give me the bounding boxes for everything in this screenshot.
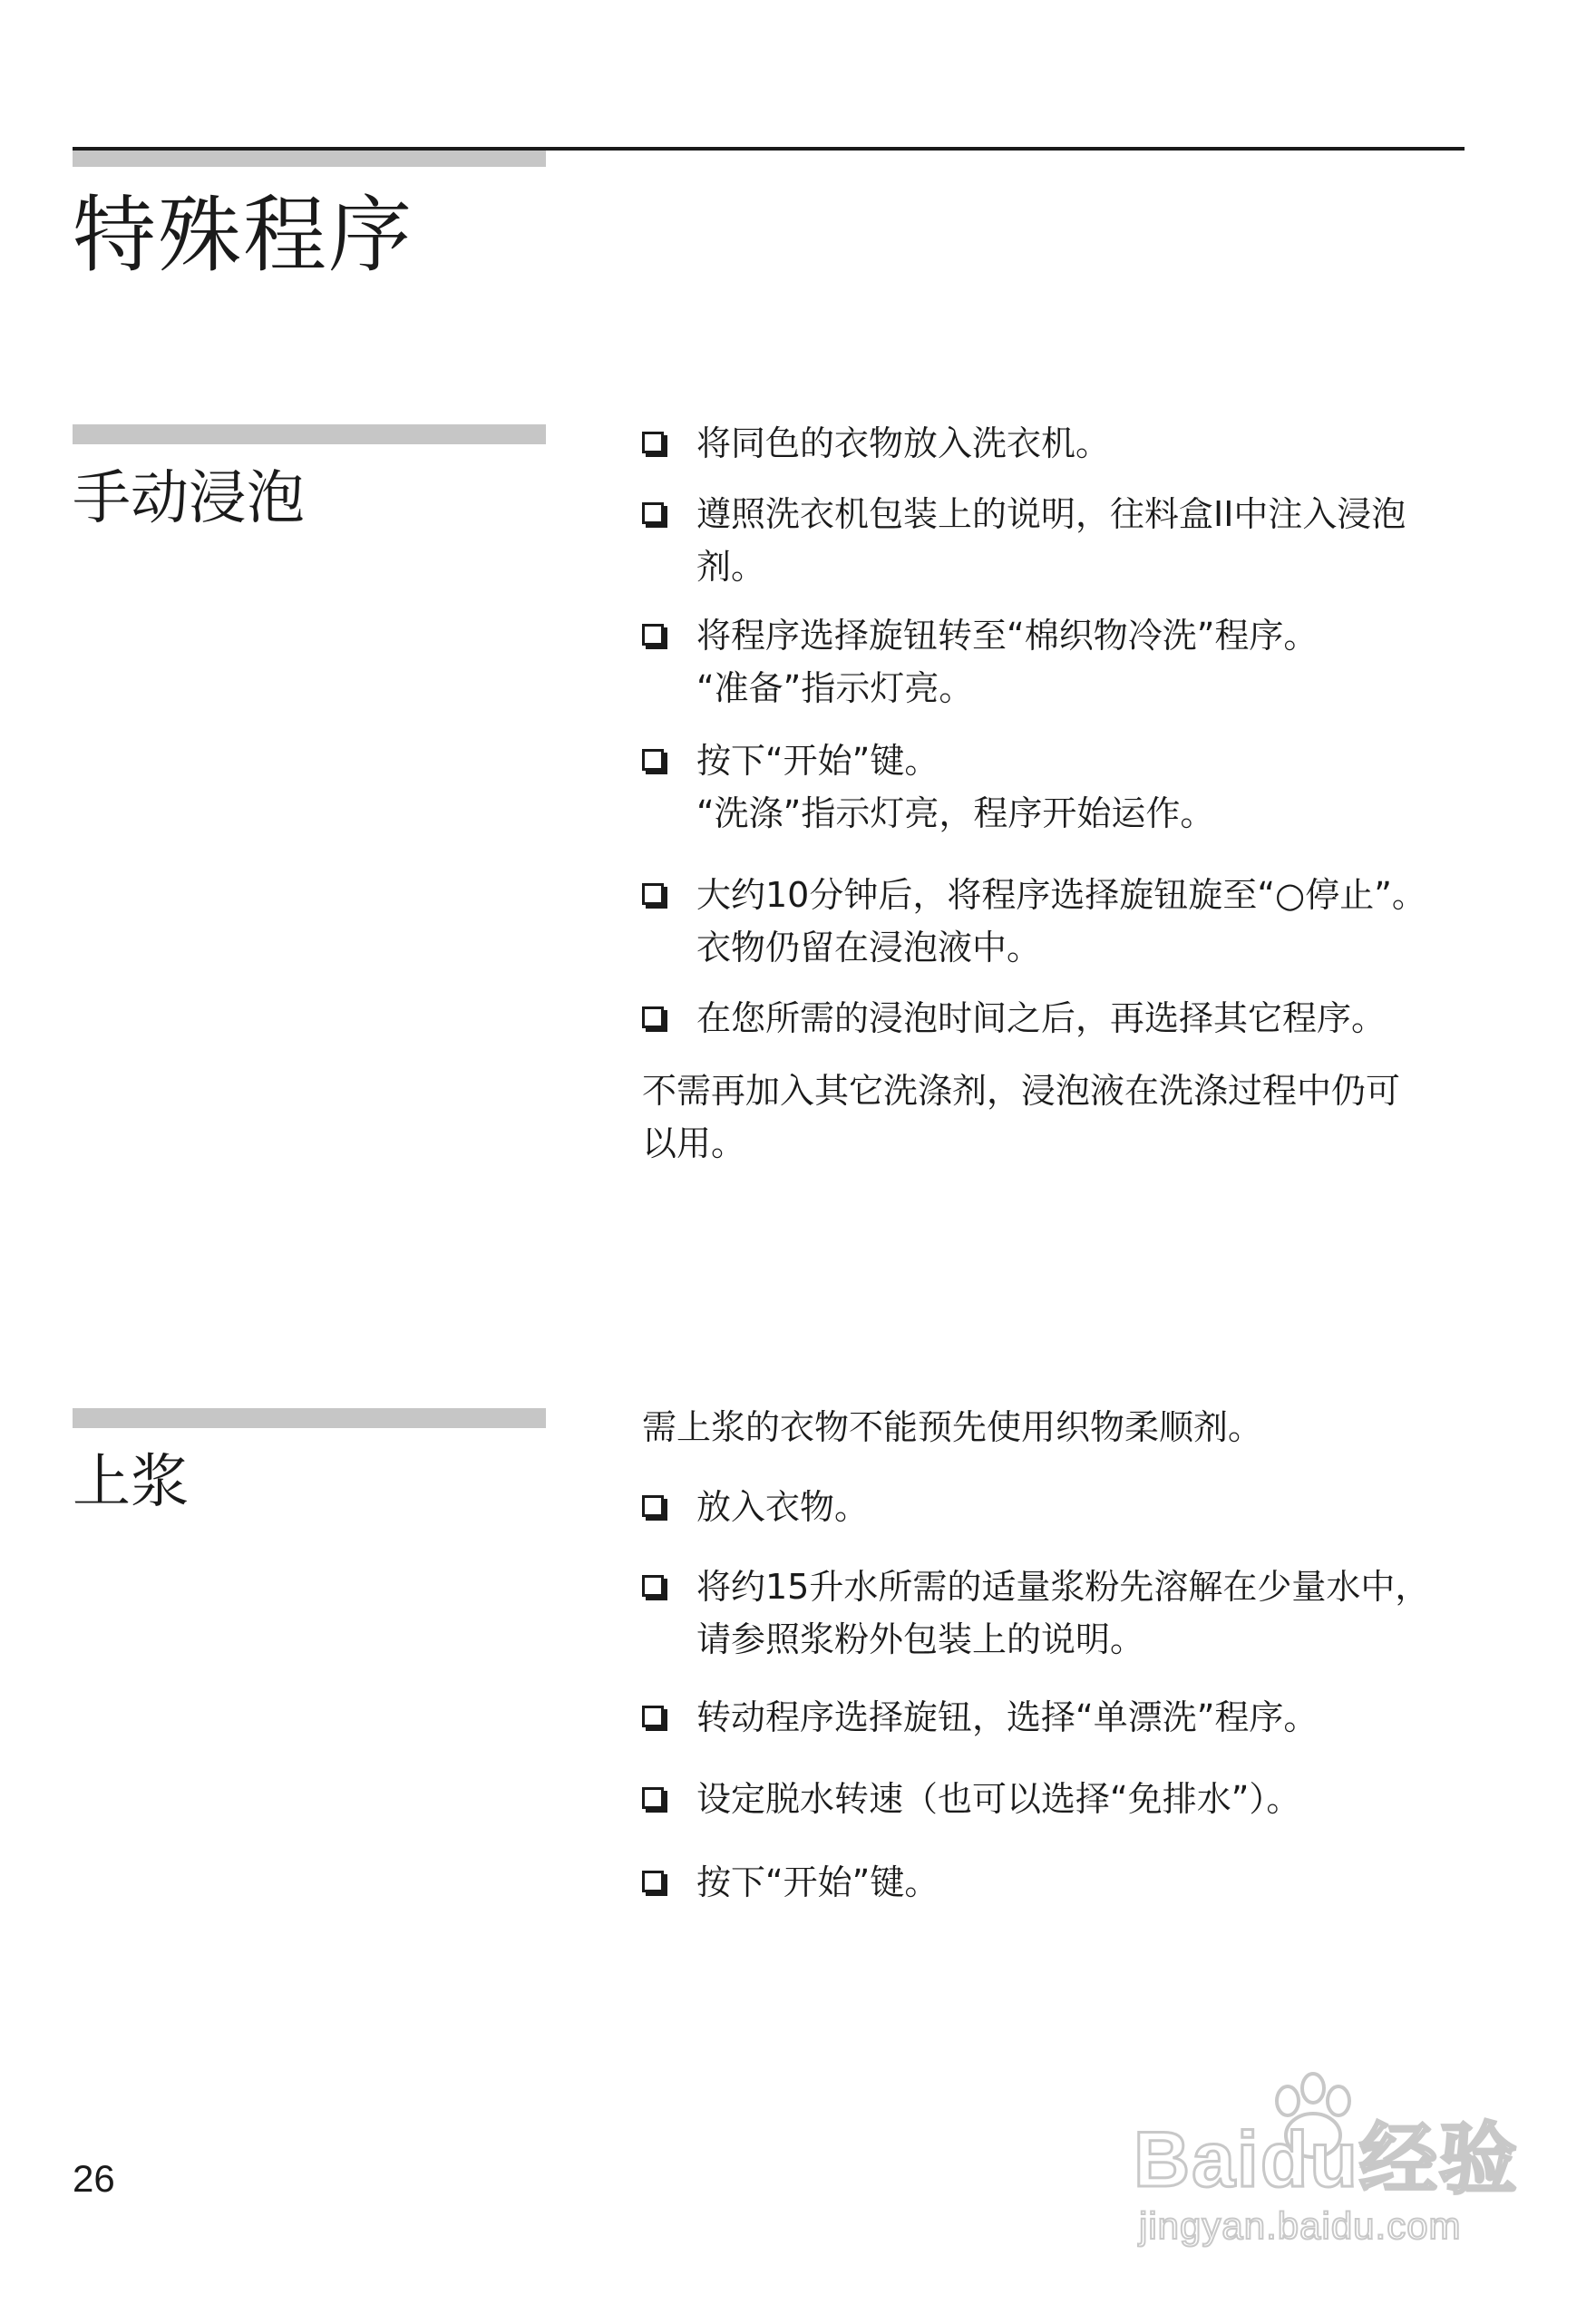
soak-step: 遵照洗衣机包装上的说明，往料盒II中注入浸泡 剂。 <box>642 488 1513 593</box>
section-title-soak: 手动浸泡 <box>73 465 305 532</box>
checkbox-icon <box>642 1871 664 1892</box>
starch-step: 按下“开始”键。 <box>642 1856 1513 1909</box>
section-rule-starch <box>73 1408 546 1428</box>
starch-intro: 需上浆的衣物不能预先使用织物柔顺剂。 <box>642 1407 1263 1447</box>
starch-step: 将约15升水所需的适量浆粉先溶解在少量水中， 请参照浆粉外包装上的说明。 <box>642 1560 1513 1666</box>
soak-step: 按下“开始”键。 “洗涤”指示灯亮，程序开始运作。 <box>642 734 1513 840</box>
checkbox-icon <box>642 749 664 771</box>
checkbox-icon <box>642 1575 664 1597</box>
starch-step: 设定脱水转速（也可以选择“免排水”）。 <box>642 1773 1513 1825</box>
checkbox-icon <box>642 1006 664 1028</box>
checkbox-icon <box>642 1706 664 1727</box>
soak-step: 将同色的衣物放入洗衣机。 <box>642 417 1513 470</box>
checkbox-icon <box>642 502 664 524</box>
soak-step: 在您所需的浸泡时间之后，再选择其它程序。 <box>642 992 1513 1045</box>
checkbox-icon <box>642 1495 664 1517</box>
page-number: 26 <box>73 2157 115 2200</box>
page-title: 特殊程序 <box>73 187 414 284</box>
section-rule-soak <box>73 424 546 444</box>
checkbox-icon <box>642 624 664 646</box>
watermark-logo: Baidu经验 <box>1134 2116 1519 2203</box>
soak-note: 不需再加入其它洗涤剂，浸泡液在洗涤过程中仍可 以用。 <box>642 1071 1401 1163</box>
baidu-watermark <box>1124 2072 1523 2253</box>
checkbox-icon <box>642 883 664 905</box>
header-rule-grey <box>73 151 546 167</box>
section-title-starch: 上浆 <box>73 1449 189 1516</box>
soak-step: 将程序选择旋钮转至“棉织物冷洗”程序。 “准备”指示灯亮。 <box>642 609 1513 715</box>
soak-steps <box>642 417 1513 1170</box>
watermark-url: jingyan.baidu.com <box>1139 2204 1462 2247</box>
starch-step: 放入衣物。 <box>642 1481 1513 1533</box>
checkbox-icon <box>642 432 664 453</box>
starch-step: 转动程序选择旋钮，选择“单漂洗”程序。 <box>642 1691 1513 1744</box>
checkbox-icon <box>642 1787 664 1809</box>
starch-steps <box>642 1401 1513 1909</box>
soak-step: 大约10分钟后，将程序选择旋钮旋至“○停止”。 衣物仍留在浸泡液中。 <box>642 869 1513 974</box>
